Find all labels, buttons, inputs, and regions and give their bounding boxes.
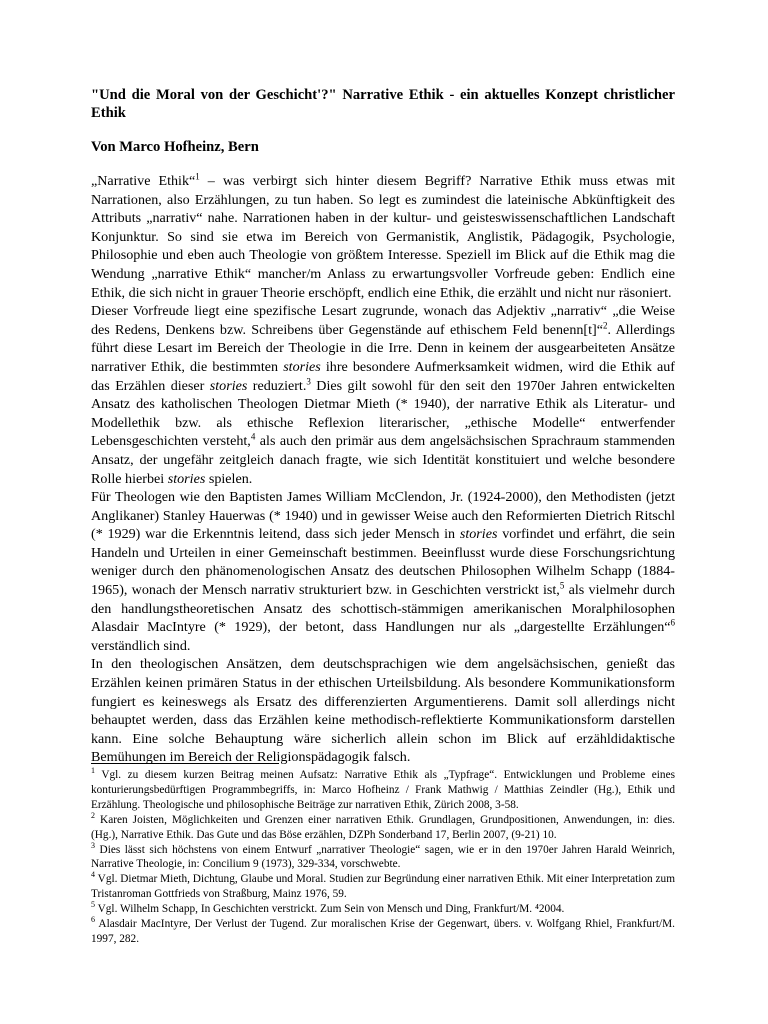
body-paragraph [91,488,675,655]
footnote-number: 4 [91,870,95,880]
italic-term: stories [459,526,498,543]
text-run: spielen. [205,470,253,487]
article-author: Von Marco Hofheinz, Bern [91,139,259,155]
footnote-ref: 3 [306,375,311,386]
article-body [91,172,675,767]
footnote-ref: 1 [195,171,200,182]
footnote-text: Dies lässt sich höchstens von einem Entwurf „narrativer Theologie“ sagen, wie er in den 1970er Jahren Harald Weinrich, Narrative Theologie, in: Concilium 9 (1973), 329-334, vorschwebte. [91,843,675,871]
italic-term: stories [209,377,248,394]
italic-term: stories [167,470,206,487]
body-paragraph [91,172,675,302]
footnotes-section [91,763,675,947]
footnote-text: Vgl. Dietmar Mieth, Dichtung, Glaube und Moral. Studien zur Begründung einer narrativen Ethik. Mit einer Interpretation zum Tristanroman Gottfrieds von Straßburg, Mainz 1976, 59. [91,873,675,901]
footnote [91,872,675,902]
footnote-number: 1 [91,766,95,776]
footnote [91,917,675,947]
footnote-ref: 2 [602,320,608,331]
footnote [91,768,675,813]
text-run: – was verbirgt sich hinter diesem Begriff? Narrative Ethik muss etwas mit Narrationen, also Erzählungen, zu tun haben. So legt es zumindest die lateinische Abkünftigkeit des Attributs „narrativ“ nahe. Narrationen haben in der kultur- und geisteswissenschaftlichen Landschaft Konjunktur. So sind sie etwa im Bereich von Germanistik, Anglistik, Pädagogik, Psychologie, Philosophie und eben auch Theologie von größtem Interesse. Speziell im Blick auf die Ethik mag die Wendung „narrative Ethik“ mancher/m Anlass zu erwartungsvoller Vorfreude geben: Endlich eine Ethik, die sich nicht in grauer Theorie erschöpft, endlich eine Ethik, die erzählt und nicht nur räsoniert. [91,173,675,301]
body-paragraph [91,655,675,767]
text-run: als auch den primär aus dem angelsächsischen Sprachraum stammenden Ansatz, der ungefähr zeitgleich danach fragte, wie sich Identität konstituiert und welche besondere Rolle hierbei [91,433,676,487]
footnote-ref: 6 [670,617,675,628]
footnote-ref: 4 [250,431,256,442]
text-run: verständlich sind. [91,637,191,654]
footnote-number: 2 [91,810,95,820]
text-run: reduziert. [247,377,307,394]
footnote [91,840,675,873]
article-title: "Und die Moral von der Geschicht'?" Narrative Ethik - ein aktuelles Konzept christlicher Ethik [91,87,675,121]
text-run: ihre besondere Aufmerksamkeit widmen, wird die Ethik auf das Erzählen dieser [91,358,675,394]
footnote-number: 3 [91,840,95,850]
footnote-text: Vgl. zu diesem kurzen Beitrag meinen Aufsatz: Narrative Ethik als „Typfrage“. Entwicklungen und Probleme eines konturierungsbedürftigen Programmbegriffs, in: Marco Hofheinz / Frank Mathwig / Matthias Zeindler (Hg.), Ethik und Erzählung. Theologische und philosophische Beiträge zur narrativen Ethik, Zürich 2008, 3-58. [91,769,675,811]
text-run: Für Theologen wie den Baptisten James William McClendon, Jr. (1924-2000), den Methodisten (jetzt Anglikaner) Stanley Hauerwas (* 1940) und in gewisser Weise auch den Reformierten Dietrich Ritschl (* 1929) war die Erkenntnis leitend, dass sich jeder Mensch in [91,489,675,543]
footnote-text: Vgl. Wilhelm Schapp, In Geschichten verstrickt. Zum Sein von Mensch und Ding, Frankfurt/M. ⁴2004. [97,903,565,916]
text-run: als vielmehr durch den handlungstheoretischen Ansatz des schottisch-stämmigen amerikanischen Moralphilosophen Alasdair MacIntyre (* 1929), der betont, dass Handlungen nur als „dargestellte Erzählungen“ [91,582,675,636]
footnote [91,810,676,843]
italic-term: stories [283,358,321,375]
text-run: Dies gilt sowohl für den seit den 1970er Jahren entwickelten Ansatz des katholischen Theologen Dietmar Mieth (* 1940), der narrative Ethik als Literatur- und Modellethik bzw. als ethische Reflexion literarischer, „ethische Modelle“ entwerfender Lebensgeschichten versteht, [91,377,675,450]
text-run: „Narrative Ethik“ [91,173,196,189]
footnote [91,902,675,917]
body-paragraph [91,302,675,488]
footnote-number: 6 [91,915,95,925]
footnote-text: Alasdair MacIntyre, Der Verlust der Tugend. Zur moralischen Krise der Gegenwart, übers. v. Wolfgang Rhiel, Frankfurt/M. 1997, 282. [91,918,675,945]
text-run: . Allerdings führt diese Lesart im Bereich der Theologie in die Irre. Denn in keinem der ausgearbeiteten Ansätze narrativer Ethik, die bestimmten [91,321,675,375]
footnote-text: Karen Joisten, Möglichkeiten und Grenzen einer narrativen Ethik. Grundlagen, Grundpositionen, Anwendungen, in: dies. (Hg.), Narrative Ethik. Das Gute und das Böse erzählen, DZPh Sonderband 17, Berlin 2007, (9-21) 10. [91,813,676,841]
text-run: Dieser Vorfreude liegt eine spezifische Lesart zugrunde, wonach das Adjektiv „narrativ“ „die Weise des Redens, Denkens bzw. Schreibens über Gegenstände auf ethischem Feld benenn[t]“ [91,303,675,338]
text-run: vorfindet und erfährt, die sein Handeln und Urteilen in einer Gemeinschaft bestimmen. Beeinflusst wurde diese Forschungsrichtung weniger durch den phänomenologischen Ansatz des deutschen Philosophen Wilhelm Schapp (1884-1965), wonach der Mensch narrativ strukturiert bzw. in Geschichten verstrickt ist, [91,526,675,599]
footnote-number: 5 [91,900,95,910]
footnote-ref: 5 [559,580,565,591]
text-run: In den theologischen Ansätzen, dem deutschsprachigen wie dem angelsächsischen, genießt das Erzählen keinen primären Status in der ethischen Urteilsbildung. Als besondere Kommunikationsform fungiert es keineswegs als Ersatz des differenzierten Argumentierens. Damit soll allerdings nicht behauptet werden, dass das Erzählen keine methodisch-reflektierte Kommunikationsform darstellen kann. Eine solche Behauptung wäre sicherlich allein schon im Blick auf erzähldidaktische Bemühungen im Bereich der Religionspädagogik falsch. [91,656,675,766]
footnote-separator [91,763,279,764]
